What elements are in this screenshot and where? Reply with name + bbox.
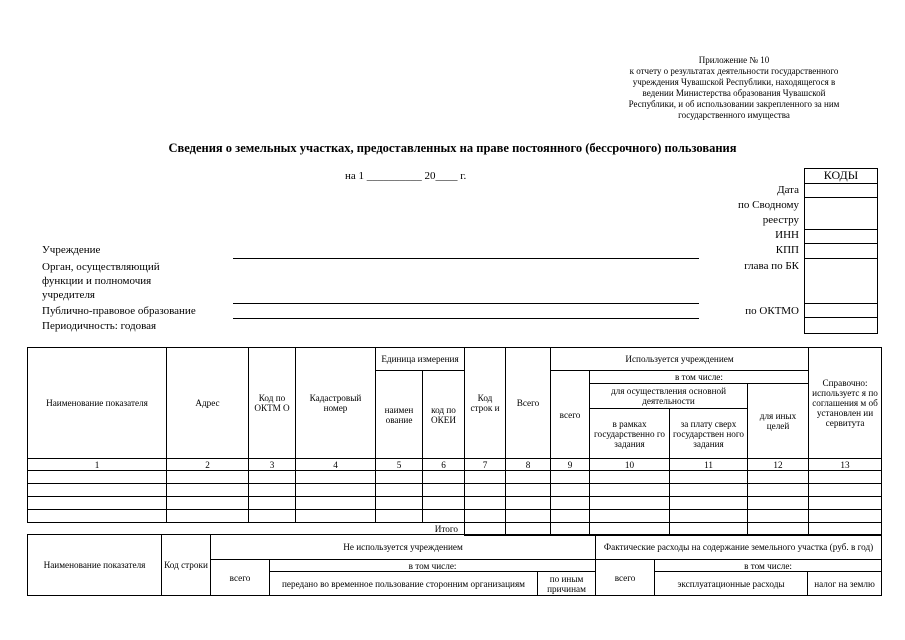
col-number: 12 [748,459,809,471]
codes-box [804,168,878,334]
t2-header-land-tax: налог на землю [808,572,882,596]
col-number: 5 [376,459,423,471]
header-indicator-name: Наименование показателя [28,348,167,459]
header-unit-name: наимен ование [376,371,423,459]
col-number: 8 [506,459,551,471]
code-cell-budget-chapter[interactable] [805,258,877,303]
table-cell[interactable] [28,471,167,484]
header-cadastral: Кадастровый номер [296,348,376,459]
label-date: Дата [777,184,799,196]
label-periodicity: Периодичность: годовая [42,320,157,332]
header-total: Всего [506,348,551,459]
header-row-code: Код строк и [465,348,506,459]
code-cell-oktmo[interactable] [805,303,877,317]
label-organ-3: учредителя [42,289,95,301]
col-number: 9 [551,459,590,471]
t2-header-indicator-name: Наименование показателя [28,535,162,596]
table-cell[interactable] [167,484,249,497]
t2-header-including-expenses: в том числе: [655,560,882,572]
label-organ-2: функции и полномочия [42,275,152,287]
col-number: 13 [809,459,882,471]
organ-fill-line[interactable] [233,303,699,304]
t2-header-other-reasons: по иным причинам [538,572,596,596]
label-registry-2: реестру [762,214,799,226]
table-cell[interactable] [465,471,506,484]
table-row [28,510,882,523]
header-paid: за плату сверх государствен ного задания [670,409,748,459]
table-cell[interactable] [670,484,748,497]
table-row [28,471,882,484]
code-cell-extra[interactable] [805,317,877,333]
table-cell[interactable] [296,484,376,497]
municipality-fill-line[interactable] [233,318,699,319]
table-cell[interactable] [670,510,748,523]
table-cell[interactable] [748,484,809,497]
table-cell[interactable] [249,510,296,523]
col-number: 4 [296,459,376,471]
table-cell[interactable] [465,484,506,497]
t2-header-row-code: Код строки [162,535,211,596]
table-cell[interactable] [590,471,670,484]
code-cell-kpp[interactable] [805,243,877,258]
t2-header-all-expenses: всего [596,560,655,596]
table-cell[interactable] [809,510,882,523]
col-number: 6 [423,459,465,471]
table-cell[interactable] [167,471,249,484]
table-cell[interactable] [748,497,809,510]
t2-header-actual-expenses: Фактические расходы на содержание земельного участка (руб. в год) [596,535,882,560]
label-registry-1: по Сводному [737,199,799,211]
table-cell[interactable] [376,497,423,510]
table-cell[interactable] [28,497,167,510]
table-row [28,497,882,510]
table-cell[interactable] [423,497,465,510]
table-cell[interactable] [551,497,590,510]
table-cell[interactable] [670,471,748,484]
table-cell[interactable] [249,484,296,497]
table-cell[interactable] [809,484,882,497]
col-number: 1 [28,459,167,471]
table-cell[interactable] [376,510,423,523]
table-cell[interactable] [423,510,465,523]
table-cell[interactable] [809,497,882,510]
appendix-line: ведении Министерства образования Чувашской [642,88,826,98]
table-cell[interactable] [423,471,465,484]
appendix-line: государственного имущества [678,110,790,120]
table-cell[interactable] [376,484,423,497]
header-unit-okei: код по ОКЕИ [423,371,465,459]
table-cell[interactable] [551,510,590,523]
code-cell-date[interactable] [805,183,877,197]
label-institution: Учреждение [42,244,101,256]
t2-header-transferred: передано во временное пользование сторонним организациям [270,572,538,596]
table-cell[interactable] [551,484,590,497]
table-cell[interactable] [465,497,506,510]
table-cell[interactable] [249,497,296,510]
header-oktmo: Код по ОКТМ О [249,348,296,459]
table-row [28,484,882,497]
appendix-line: к отчету о результатах деятельности государственного [629,66,839,76]
total-label: Итого [434,524,458,535]
label-municipality: Публично-правовое образование [42,305,196,317]
table-cell[interactable] [748,510,809,523]
codes-header: КОДЫ [823,168,859,182]
table-cell[interactable] [465,510,506,523]
col-number: 7 [465,459,506,471]
table-cell[interactable] [506,471,551,484]
col-number: 10 [590,459,670,471]
table-cell[interactable] [506,510,551,523]
table-cell[interactable] [296,510,376,523]
header-including: в том числе: [590,371,809,384]
header-unit: Единица измерения [376,348,465,371]
table-cell[interactable] [551,471,590,484]
table-cell[interactable] [249,471,296,484]
appendix-line: Приложение № 10 [698,55,770,65]
label-budget-chapter: глава по БК [744,260,799,272]
t2-header-not-used: Не используется учреждением [211,535,596,560]
header-other-purposes: для иных целей [748,384,809,459]
t2-header-all: всего [211,560,270,596]
header-address: Адрес [167,348,249,459]
institution-fill-line[interactable] [233,258,699,259]
col-number: 11 [670,459,748,471]
t2-header-operating: эксплуатационные расходы [655,572,808,596]
table-cell[interactable] [376,471,423,484]
header-state-task: в рамках государственно го задания [590,409,670,459]
table-cell[interactable] [590,497,670,510]
table-cell[interactable] [28,510,167,523]
report-date-line: на 1 __________ 20____ г. [345,170,467,182]
table-cell[interactable] [670,497,748,510]
table-cell[interactable] [423,484,465,497]
t2-header-including: в том числе: [270,560,596,572]
header-used: Используется учреждением [551,348,809,371]
table-cell[interactable] [28,484,167,497]
header-reference: Справочно: используетс я по соглашения м об установлен ии сервитута [809,348,882,459]
col-number: 3 [249,459,296,471]
table-cell[interactable] [748,471,809,484]
code-cell-inn[interactable] [805,229,877,243]
table-cell[interactable] [809,471,882,484]
table-cell[interactable] [167,510,249,523]
table-cell[interactable] [590,510,670,523]
code-cell-registry[interactable] [805,197,877,229]
label-kpp: КПП [775,244,799,256]
header-used-all: всего [551,371,590,459]
col-number: 2 [167,459,249,471]
appendix-note [596,55,872,121]
label-inn: ИНН [775,229,799,241]
land-plots-table [27,347,882,536]
table-cell[interactable] [506,497,551,510]
table-cell[interactable] [296,471,376,484]
table-cell[interactable] [296,497,376,510]
table-cell[interactable] [506,484,551,497]
table-cell[interactable] [590,484,670,497]
label-organ-1: Орган, осуществляющий [42,261,160,273]
header-main-activity: для осуществления основной деятельности [590,384,748,409]
appendix-line: Республики, и об использовании закрепленного за ним [628,99,840,109]
unused-land-table [27,534,882,596]
appendix-line: учреждения Чувашской Республики, находящегося в [632,77,836,87]
label-oktmo: по ОКТМО [745,305,799,317]
table-cell[interactable] [167,497,249,510]
document-title: Сведения о земельных участках, предоставленных на праве постоянного (бессрочного) пользования [168,141,737,155]
